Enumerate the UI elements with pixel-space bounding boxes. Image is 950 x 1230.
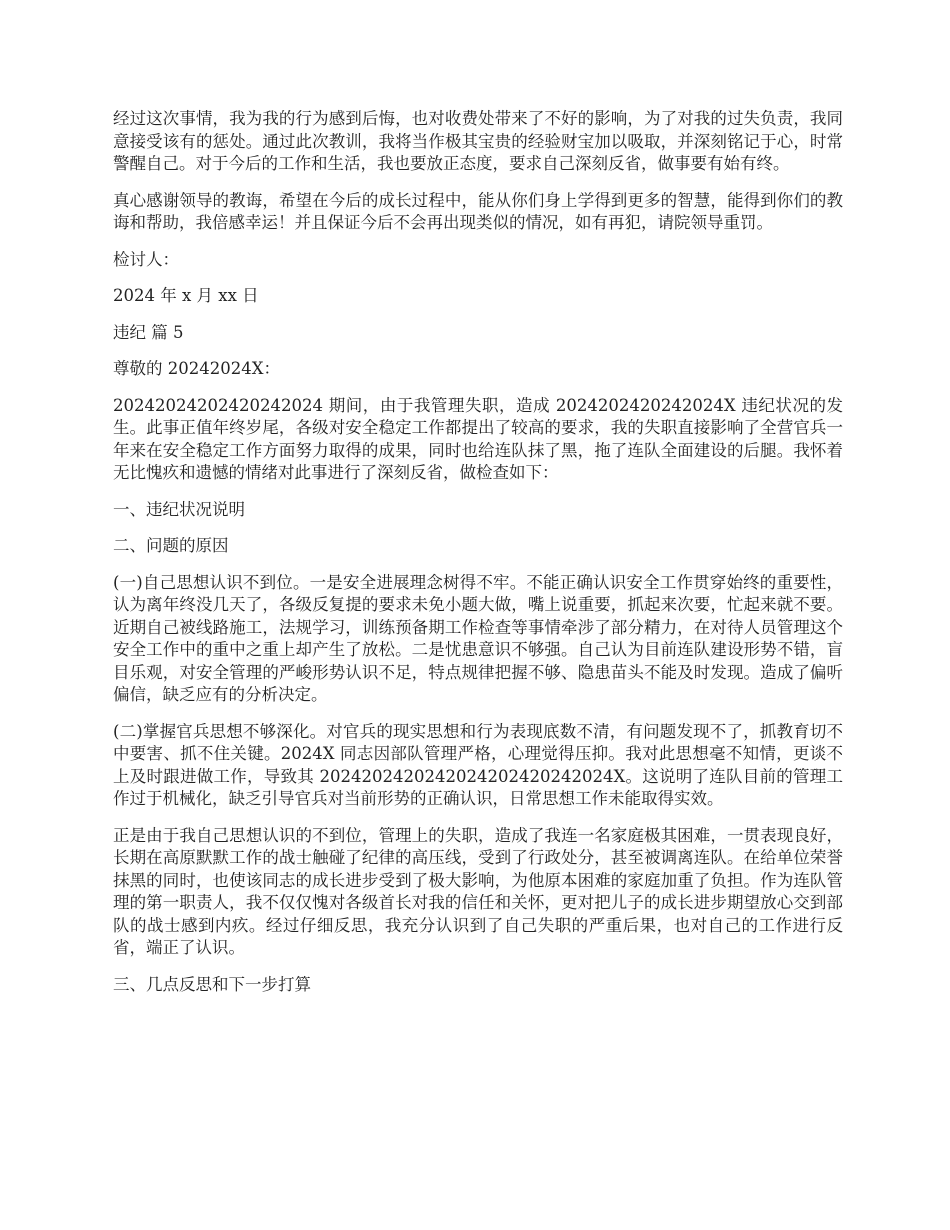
heading-violation-description: 一、违纪状况说明 — [113, 499, 245, 519]
document-body — [113, 108, 843, 1010]
paragraph-consequences: 正是由于我自己思想认识的不到位，管理上的失职，造成了我连一名家庭极其困难，一贯表现良好，长期在高原默默工作的战士触碰了纪律的高压线，受到了行政处分，甚至被调离连队。在给单位荣誉抹黑的同时，也使该同志的成长进步受到了极大影响，为他原本困难的家庭加重了负担。作为连队管理的第一职责人，我不仅仅愧对各级首长对我的信任和关怀，更对把儿子的成长进步期望放心交到部队的战士感到内疚。经过仔细反思，我充分认识到了自己失职的严重后果，也对自己的工作进行反省，端正了认识。 — [113, 825, 843, 957]
section-heading-piece-5: 违纪 篇 5 — [113, 322, 184, 342]
date-line: 2024 年 x 月 xx 日 — [113, 286, 259, 305]
paragraph-cause-2: (二)掌握官兵思想不够深化。对官兵的现实思想和行为表现底数不清，有问题发现不了，抓教育切不中要害、抓不住关键。2024X 同志因部队管理严格，心理觉得压抑。我对此思想毫不知情，更谈不上及时跟进做工作，导致其 2024202420242024202420242024X。这说明了连队目前的管理工作过于机械化，缺乏引导官兵对当前形势的正确认识，日常思想工作未能取得实效。 — [113, 721, 843, 808]
paragraph-incident: 20242024202420242024 期间，由于我管理失职，造成 2024202420242024X 违纪状况的发生。此事正值年终岁尾，各级对安全稳定工作都提出了较高的要求，我的失职直接影响了全营官兵一年来在安全稳定工作方面努力取得的成果，同时也给连队抹了黑，拖了连队全面建设的后腿。我怀着无比愧疚和遗憾的情绪对此事进行了深刻反省，做检查如下： — [113, 395, 843, 482]
paragraph-cause-1: (一)自己思想认识不到位。一是安全进展理念树得不牢。不能正确认识安全工作贯穿始终的重要性，认为离年终没几天了，各级反复提的要求未免小题大做，嘴上说重要，抓起来次要，忙起来就不要。近期自己被线路施工，法规学习，训练预备期工作检查等事情牵涉了部分精力，在对待人员管理这个安全工作中的重中之重上却产生了放松。二是忧患意识不够强。自己认为目前连队建设形势不错，盲目乐观，对安全管理的严峻形势认识不足，特点规律把握不够、隐患苗头不能及时发现。造成了偏听偏信，缺乏应有的分析决定。 — [113, 572, 843, 704]
salutation: 尊敬的 20242024X： — [113, 359, 280, 378]
heading-causes: 二、问题的原因 — [113, 536, 229, 555]
signature-line: 检讨人： — [113, 249, 179, 269]
heading-reflection-plans: 三、几点反思和下一步打算 — [113, 974, 311, 994]
paragraph-thanks: 真心感谢领导的教诲，希望在今后的成长过程中，能从你们身上学得到更多的智慧，能得到你们的教诲和帮助，我倍感幸运！并且保证今后不会再出现类似的情况，如有再犯，请院领导重罚。 — [113, 190, 843, 232]
paragraph-regret: 经过这次事情，我为我的行为感到后悔，也对收费处带来了不好的影响，为了对我的过失负责，我同意接受该有的惩处。通过此次教训，我将当作极其宝贵的经验财宝加以吸取，并深刻铭记于心，时常警醒自己。对于今后的工作和生活，我也要放正态度，要求自己深刻反省，做事要有始有终。 — [113, 109, 843, 173]
